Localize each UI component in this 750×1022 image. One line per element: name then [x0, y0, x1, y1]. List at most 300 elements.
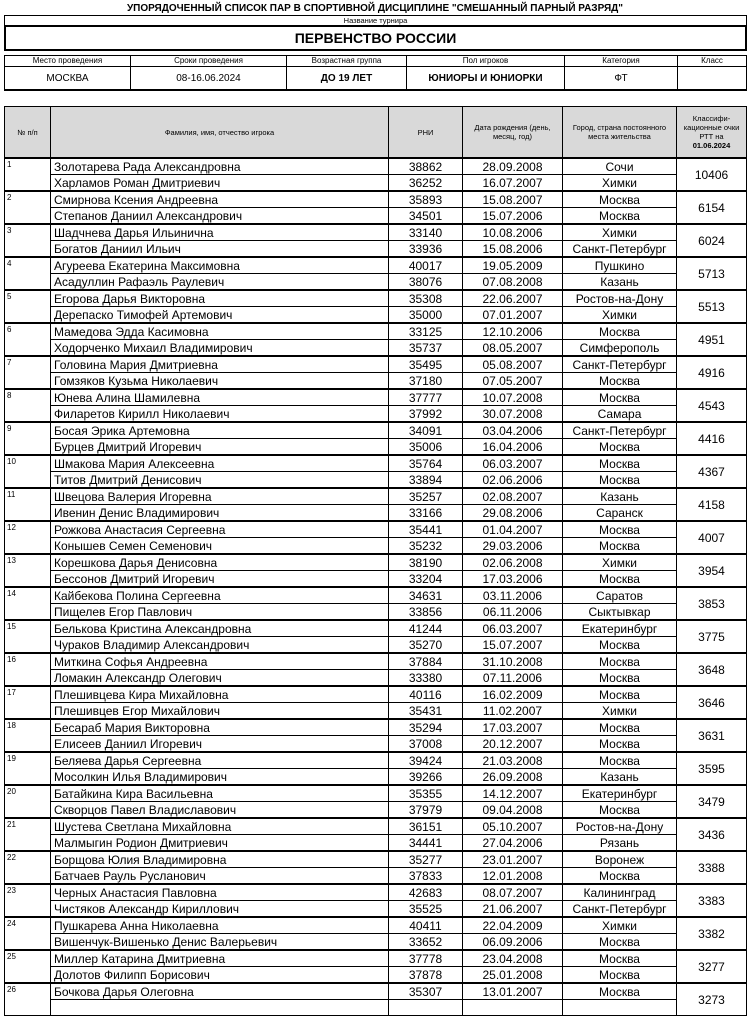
player-city — [563, 1000, 677, 1016]
player-rni: 35277 — [389, 851, 463, 868]
pair-points: 3648 — [677, 653, 747, 686]
col-header-dob: Дата рождения (день, месяц, год) — [463, 107, 563, 159]
player-dob: 05.10.2007 — [463, 818, 563, 835]
player-rni: 41244 — [389, 620, 463, 637]
pair-row — [5, 290, 747, 307]
pair-row-second — [5, 505, 747, 522]
player-dob: 15.07.2007 — [463, 637, 563, 654]
pair-points: 3383 — [677, 884, 747, 917]
pair-points: 3775 — [677, 620, 747, 653]
player-dob: 17.03.2007 — [463, 719, 563, 736]
player-name: Елисеев Даниил Игоревич — [51, 736, 389, 753]
player-city: Москва — [563, 967, 677, 984]
player-dob: 21.03.2008 — [463, 752, 563, 769]
category-value: ФТ — [565, 67, 678, 91]
player-name: Дерепаско Тимофей Артемович — [51, 307, 389, 324]
pair-row-second — [5, 967, 747, 984]
pair-points: 4367 — [677, 455, 747, 488]
pair-row — [5, 554, 747, 571]
player-rni: 35257 — [389, 488, 463, 505]
pair-number: 22 — [5, 851, 51, 884]
player-rni: 35308 — [389, 290, 463, 307]
age-group-value: ДО 19 ЛЕТ — [287, 67, 407, 91]
player-rni: 33140 — [389, 224, 463, 241]
player-city: Саранск — [563, 505, 677, 522]
player-rni: 34441 — [389, 835, 463, 852]
player-rni: 37778 — [389, 950, 463, 967]
player-name: Белькова Кристина Александровна — [51, 620, 389, 637]
pair-points: 6024 — [677, 224, 747, 257]
player-rni: 39266 — [389, 769, 463, 786]
player-dob: 19.05.2009 — [463, 257, 563, 274]
tournament-name: ПЕРВЕНСТВО РОССИИ — [4, 25, 747, 51]
player-rni: 35495 — [389, 356, 463, 373]
player-dob: 06.03.2007 — [463, 620, 563, 637]
pair-number: 5 — [5, 290, 51, 323]
player-dob: 17.03.2006 — [463, 571, 563, 588]
player-name: Рожкова Анастасия Сергеевна — [51, 521, 389, 538]
age-group-label: Возрастная группа — [287, 56, 407, 67]
player-rni: 35232 — [389, 538, 463, 555]
player-rni: 33166 — [389, 505, 463, 522]
col-header-rni: РНИ — [389, 107, 463, 159]
pair-row — [5, 422, 747, 439]
player-name: Чистяков Александр Кириллович — [51, 901, 389, 918]
player-name: Богатов Даниил Ильич — [51, 241, 389, 258]
player-name: Агуреева Екатерина Максимовна — [51, 257, 389, 274]
player-city: Москва — [563, 538, 677, 555]
pair-row-second — [5, 406, 747, 423]
player-city: Москва — [563, 653, 677, 670]
player-dob: 06.09.2006 — [463, 934, 563, 951]
pair-number: 15 — [5, 620, 51, 653]
player-name: Ходорченко Михаил Владимирович — [51, 340, 389, 357]
player-name: Гомзяков Кузьма Николаевич — [51, 373, 389, 390]
player-dob: 02.06.2006 — [463, 472, 563, 489]
player-name: Харламов Роман Дмитриевич — [51, 175, 389, 192]
player-city: Химки — [563, 917, 677, 934]
col-header-city: Город, страна постоянного места жительства — [563, 107, 677, 159]
player-city: Москва — [563, 719, 677, 736]
pair-row — [5, 818, 747, 835]
player-name: Конышев Семен Семенович — [51, 538, 389, 555]
pair-row — [5, 389, 747, 406]
pair-points: 3646 — [677, 686, 747, 719]
player-city: Москва — [563, 868, 677, 885]
pair-row-second — [5, 670, 747, 687]
pair-points: 4951 — [677, 323, 747, 356]
player-dob: 15.08.2007 — [463, 191, 563, 208]
player-city: Санкт-Петербург — [563, 901, 677, 918]
venue-value: МОСКВА — [5, 67, 131, 91]
player-rni — [389, 1000, 463, 1016]
player-name: Беляева Дарья Сергеевна — [51, 752, 389, 769]
player-city: Москва — [563, 191, 677, 208]
player-dob: 07.08.2008 — [463, 274, 563, 291]
player-city: Сочи — [563, 158, 677, 175]
pair-row-second — [5, 307, 747, 324]
player-city: Москва — [563, 208, 677, 225]
player-city: Москва — [563, 472, 677, 489]
player-city: Москва — [563, 439, 677, 456]
player-rni: 35000 — [389, 307, 463, 324]
player-dob: 16.04.2006 — [463, 439, 563, 456]
player-city: Казань — [563, 488, 677, 505]
player-city: Санкт-Петербург — [563, 241, 677, 258]
player-name: Корешкова Дарья Денисовна — [51, 554, 389, 571]
player-rni: 40017 — [389, 257, 463, 274]
player-name: Вишенчук-Вишенько Денис Валерьевич — [51, 934, 389, 951]
document-title: УПОРЯДОЧЕННЫЙ СПИСОК ПАР В СПОРТИВНОЙ ДИСЦИПЛИНЕ "СМЕШАННЫЙ ПАРНЫЙ РАЗРЯД" — [126, 3, 624, 14]
pair-row — [5, 785, 747, 802]
pair-points: 4543 — [677, 389, 747, 422]
player-dob: 23.04.2008 — [463, 950, 563, 967]
player-rni: 33380 — [389, 670, 463, 687]
player-name: Ивенин Денис Владимирович — [51, 505, 389, 522]
player-dob — [463, 1000, 563, 1016]
player-dob: 20.12.2007 — [463, 736, 563, 753]
pair-row-second — [5, 439, 747, 456]
pair-row — [5, 455, 747, 472]
pair-points: 3595 — [677, 752, 747, 785]
pair-number: 2 — [5, 191, 51, 224]
player-name: Филаретов Кирилл Николаевич — [51, 406, 389, 423]
player-name: Ломакин Александр Олегович — [51, 670, 389, 687]
player-name: Мосолкин Илья Владимирович — [51, 769, 389, 786]
player-city: Казань — [563, 769, 677, 786]
player-rni: 36252 — [389, 175, 463, 192]
player-rni: 38076 — [389, 274, 463, 291]
player-city: Москва — [563, 950, 677, 967]
player-dob: 28.09.2008 — [463, 158, 563, 175]
player-city: Москва — [563, 455, 677, 472]
pair-row — [5, 191, 747, 208]
player-city: Москва — [563, 637, 677, 654]
pair-number: 16 — [5, 653, 51, 686]
pair-row — [5, 884, 747, 901]
player-rni: 42683 — [389, 884, 463, 901]
player-name: Бурцев Дмитрий Игоревич — [51, 439, 389, 456]
pair-row — [5, 917, 747, 934]
dates-label: Сроки проведения — [131, 56, 287, 67]
pair-number: 4 — [5, 257, 51, 290]
pair-points: 3853 — [677, 587, 747, 620]
player-rni: 40116 — [389, 686, 463, 703]
player-rni: 35006 — [389, 439, 463, 456]
player-dob: 02.06.2008 — [463, 554, 563, 571]
player-city: Екатеринбург — [563, 620, 677, 637]
player-dob: 05.08.2007 — [463, 356, 563, 373]
player-city: Воронеж — [563, 851, 677, 868]
pair-number: 11 — [5, 488, 51, 521]
pair-row — [5, 752, 747, 769]
player-rni: 38862 — [389, 158, 463, 175]
pair-points: 3479 — [677, 785, 747, 818]
pair-number: 23 — [5, 884, 51, 917]
pair-row-second — [5, 604, 747, 621]
pair-points: 3631 — [677, 719, 747, 752]
player-dob: 03.11.2006 — [463, 587, 563, 604]
pair-row-second — [5, 373, 747, 390]
player-dob: 14.12.2007 — [463, 785, 563, 802]
player-rni: 35431 — [389, 703, 463, 720]
player-city: Химки — [563, 175, 677, 192]
pair-row-second — [5, 538, 747, 555]
pair-number: 25 — [5, 950, 51, 983]
pair-number: 8 — [5, 389, 51, 422]
player-city: Москва — [563, 686, 677, 703]
pair-row — [5, 620, 747, 637]
player-city: Москва — [563, 323, 677, 340]
player-rni: 35737 — [389, 340, 463, 357]
player-dob: 07.11.2006 — [463, 670, 563, 687]
pairs-table — [4, 106, 747, 1016]
player-name: Скворцов Павел Владиславович — [51, 802, 389, 819]
tournament-label: Название турнира — [4, 15, 747, 26]
pair-row-second — [5, 274, 747, 291]
player-city: Ростов-на-Дону — [563, 290, 677, 307]
player-name: Пищелев Егор Павлович — [51, 604, 389, 621]
player-dob: 08.05.2007 — [463, 340, 563, 357]
player-dob: 27.04.2006 — [463, 835, 563, 852]
pair-number: 3 — [5, 224, 51, 257]
player-name: Малмыгин Родион Дмитриевич — [51, 835, 389, 852]
pair-row-second — [5, 835, 747, 852]
player-rni: 36151 — [389, 818, 463, 835]
pair-row-second — [5, 472, 747, 489]
player-rni: 33856 — [389, 604, 463, 621]
player-rni: 33894 — [389, 472, 463, 489]
gender-label: Пол игроков — [407, 56, 565, 67]
pair-number: 14 — [5, 587, 51, 620]
player-name: Плешивцева Кира Михайловна — [51, 686, 389, 703]
player-dob: 29.08.2006 — [463, 505, 563, 522]
player-rni: 37884 — [389, 653, 463, 670]
player-rni: 35294 — [389, 719, 463, 736]
player-rni: 37833 — [389, 868, 463, 885]
player-dob: 26.09.2008 — [463, 769, 563, 786]
player-name: Бессонов Дмитрий Игоревич — [51, 571, 389, 588]
pair-row — [5, 257, 747, 274]
player-city: Москва — [563, 571, 677, 588]
pair-points: 10406 — [677, 158, 747, 191]
player-dob: 23.01.2007 — [463, 851, 563, 868]
pair-number: 24 — [5, 917, 51, 950]
player-name — [51, 1000, 389, 1016]
player-dob: 30.07.2008 — [463, 406, 563, 423]
col-header-name: Фамилия, имя, отчество игрока — [51, 107, 389, 159]
venue-label: Место проведения — [5, 56, 131, 67]
player-name: Босая Эрика Артемовна — [51, 422, 389, 439]
player-dob: 13.01.2007 — [463, 983, 563, 1000]
player-name: Миткина Софья Андреевна — [51, 653, 389, 670]
player-dob: 15.07.2006 — [463, 208, 563, 225]
pair-number: 17 — [5, 686, 51, 719]
player-dob: 02.08.2007 — [463, 488, 563, 505]
player-name: Асадуллин Рафаэль Раулевич — [51, 274, 389, 291]
pair-row-second — [5, 703, 747, 720]
player-name: Юнева Алина Шамилевна — [51, 389, 389, 406]
player-name: Миллер Катарина Дмитриевна — [51, 950, 389, 967]
player-rni: 35270 — [389, 637, 463, 654]
pair-row-second — [5, 736, 747, 753]
player-rni: 37979 — [389, 802, 463, 819]
player-name: Степанов Даниил Александрович — [51, 208, 389, 225]
pair-row — [5, 851, 747, 868]
pair-row-second — [5, 208, 747, 225]
player-city: Москва — [563, 373, 677, 390]
dates-value: 08-16.06.2024 — [131, 67, 287, 91]
player-name: Смирнова Ксения Андреевна — [51, 191, 389, 208]
pair-number: 10 — [5, 455, 51, 488]
pair-row-second — [5, 175, 747, 192]
pair-number: 12 — [5, 521, 51, 554]
pair-points: 3382 — [677, 917, 747, 950]
pair-points: 4007 — [677, 521, 747, 554]
player-rni: 35441 — [389, 521, 463, 538]
col-header-points: Классифи-кационные очки РТТ на 01.06.2024 — [677, 107, 747, 159]
player-rni: 37008 — [389, 736, 463, 753]
pair-row — [5, 950, 747, 967]
pair-row-second — [5, 802, 747, 819]
player-city: Екатеринбург — [563, 785, 677, 802]
player-name: Егорова Дарья Викторовна — [51, 290, 389, 307]
player-city: Москва — [563, 934, 677, 951]
pair-points: 3436 — [677, 818, 747, 851]
pair-row-second — [5, 571, 747, 588]
player-dob: 08.07.2007 — [463, 884, 563, 901]
player-dob: 12.01.2008 — [463, 868, 563, 885]
player-city: Ростов-на-Дону — [563, 818, 677, 835]
player-dob: 01.04.2007 — [463, 521, 563, 538]
player-name: Борщова Юлия Владимировна — [51, 851, 389, 868]
pair-row-second — [5, 901, 747, 918]
pairs-body — [5, 158, 747, 1016]
pair-points: 3277 — [677, 950, 747, 983]
class-value — [678, 67, 747, 91]
player-city: Казань — [563, 274, 677, 291]
player-name: Батчаев Рауль Русланович — [51, 868, 389, 885]
player-dob: 22.04.2009 — [463, 917, 563, 934]
player-rni: 34091 — [389, 422, 463, 439]
player-city: Химки — [563, 307, 677, 324]
pair-row-second — [5, 868, 747, 885]
col-header-num: № п/п — [5, 107, 51, 159]
pair-points: 5713 — [677, 257, 747, 290]
player-rni: 35525 — [389, 901, 463, 918]
player-rni: 40411 — [389, 917, 463, 934]
player-name: Золотарева Рада Александровна — [51, 158, 389, 175]
player-dob: 07.01.2007 — [463, 307, 563, 324]
class-label: Класс — [678, 56, 747, 67]
player-dob: 11.02.2007 — [463, 703, 563, 720]
player-rni: 35307 — [389, 983, 463, 1000]
player-rni: 35764 — [389, 455, 463, 472]
pair-points: 3388 — [677, 851, 747, 884]
pair-row — [5, 158, 747, 175]
pair-number: 20 — [5, 785, 51, 818]
player-rni: 35893 — [389, 191, 463, 208]
player-rni: 37777 — [389, 389, 463, 406]
player-rni: 34631 — [389, 587, 463, 604]
player-rni: 33125 — [389, 323, 463, 340]
player-city: Сыктывкар — [563, 604, 677, 621]
pair-points: 3273 — [677, 983, 747, 1016]
player-city: Рязань — [563, 835, 677, 852]
player-city: Москва — [563, 802, 677, 819]
player-name: Долотов Филипп Борисович — [51, 967, 389, 984]
player-rni: 35355 — [389, 785, 463, 802]
player-dob: 22.06.2007 — [463, 290, 563, 307]
pair-row-second — [5, 769, 747, 786]
player-name: Головина Мария Дмитриевна — [51, 356, 389, 373]
pair-row — [5, 686, 747, 703]
player-dob: 31.10.2008 — [463, 653, 563, 670]
category-label: Категория — [565, 56, 678, 67]
player-city: Москва — [563, 670, 677, 687]
pair-points: 4916 — [677, 356, 747, 389]
player-name: Шадчнева Дарья Ильинична — [51, 224, 389, 241]
player-rni: 37180 — [389, 373, 463, 390]
player-name: Мамедова Эдда Касимовна — [51, 323, 389, 340]
pair-row-second — [5, 241, 747, 258]
player-name: Пушкарева Анна Николаевна — [51, 917, 389, 934]
player-city: Санкт-Петербург — [563, 356, 677, 373]
player-rni: 33652 — [389, 934, 463, 951]
pair-number: 9 — [5, 422, 51, 455]
player-dob: 07.05.2007 — [463, 373, 563, 390]
pair-row — [5, 224, 747, 241]
player-dob: 16.07.2007 — [463, 175, 563, 192]
player-city: Химки — [563, 554, 677, 571]
player-name: Плешивцев Егор Михайлович — [51, 703, 389, 720]
pair-number: 19 — [5, 752, 51, 785]
player-dob: 12.10.2006 — [463, 323, 563, 340]
pair-number: 18 — [5, 719, 51, 752]
player-city: Москва — [563, 521, 677, 538]
player-dob: 10.07.2008 — [463, 389, 563, 406]
player-rni: 38190 — [389, 554, 463, 571]
pair-points: 3954 — [677, 554, 747, 587]
player-city: Самара — [563, 406, 677, 423]
pair-points: 4158 — [677, 488, 747, 521]
player-city: Москва — [563, 983, 677, 1000]
player-dob: 06.03.2007 — [463, 455, 563, 472]
player-rni: 33204 — [389, 571, 463, 588]
pair-row-second — [5, 1000, 747, 1016]
pair-row — [5, 719, 747, 736]
player-city: Москва — [563, 752, 677, 769]
pair-row — [5, 323, 747, 340]
player-dob: 10.08.2006 — [463, 224, 563, 241]
player-dob: 29.03.2006 — [463, 538, 563, 555]
player-city: Калининград — [563, 884, 677, 901]
player-rni: 37992 — [389, 406, 463, 423]
pair-row — [5, 587, 747, 604]
pair-points: 4416 — [677, 422, 747, 455]
player-dob: 15.08.2006 — [463, 241, 563, 258]
player-city: Москва — [563, 389, 677, 406]
player-city: Химки — [563, 703, 677, 720]
pair-row-second — [5, 934, 747, 951]
player-name: Швецова Валерия Игоревна — [51, 488, 389, 505]
pair-row — [5, 653, 747, 670]
player-city: Химки — [563, 224, 677, 241]
player-name: Шмакова Мария Алексеевна — [51, 455, 389, 472]
pair-row-second — [5, 340, 747, 357]
pair-row — [5, 356, 747, 373]
player-dob: 16.02.2009 — [463, 686, 563, 703]
